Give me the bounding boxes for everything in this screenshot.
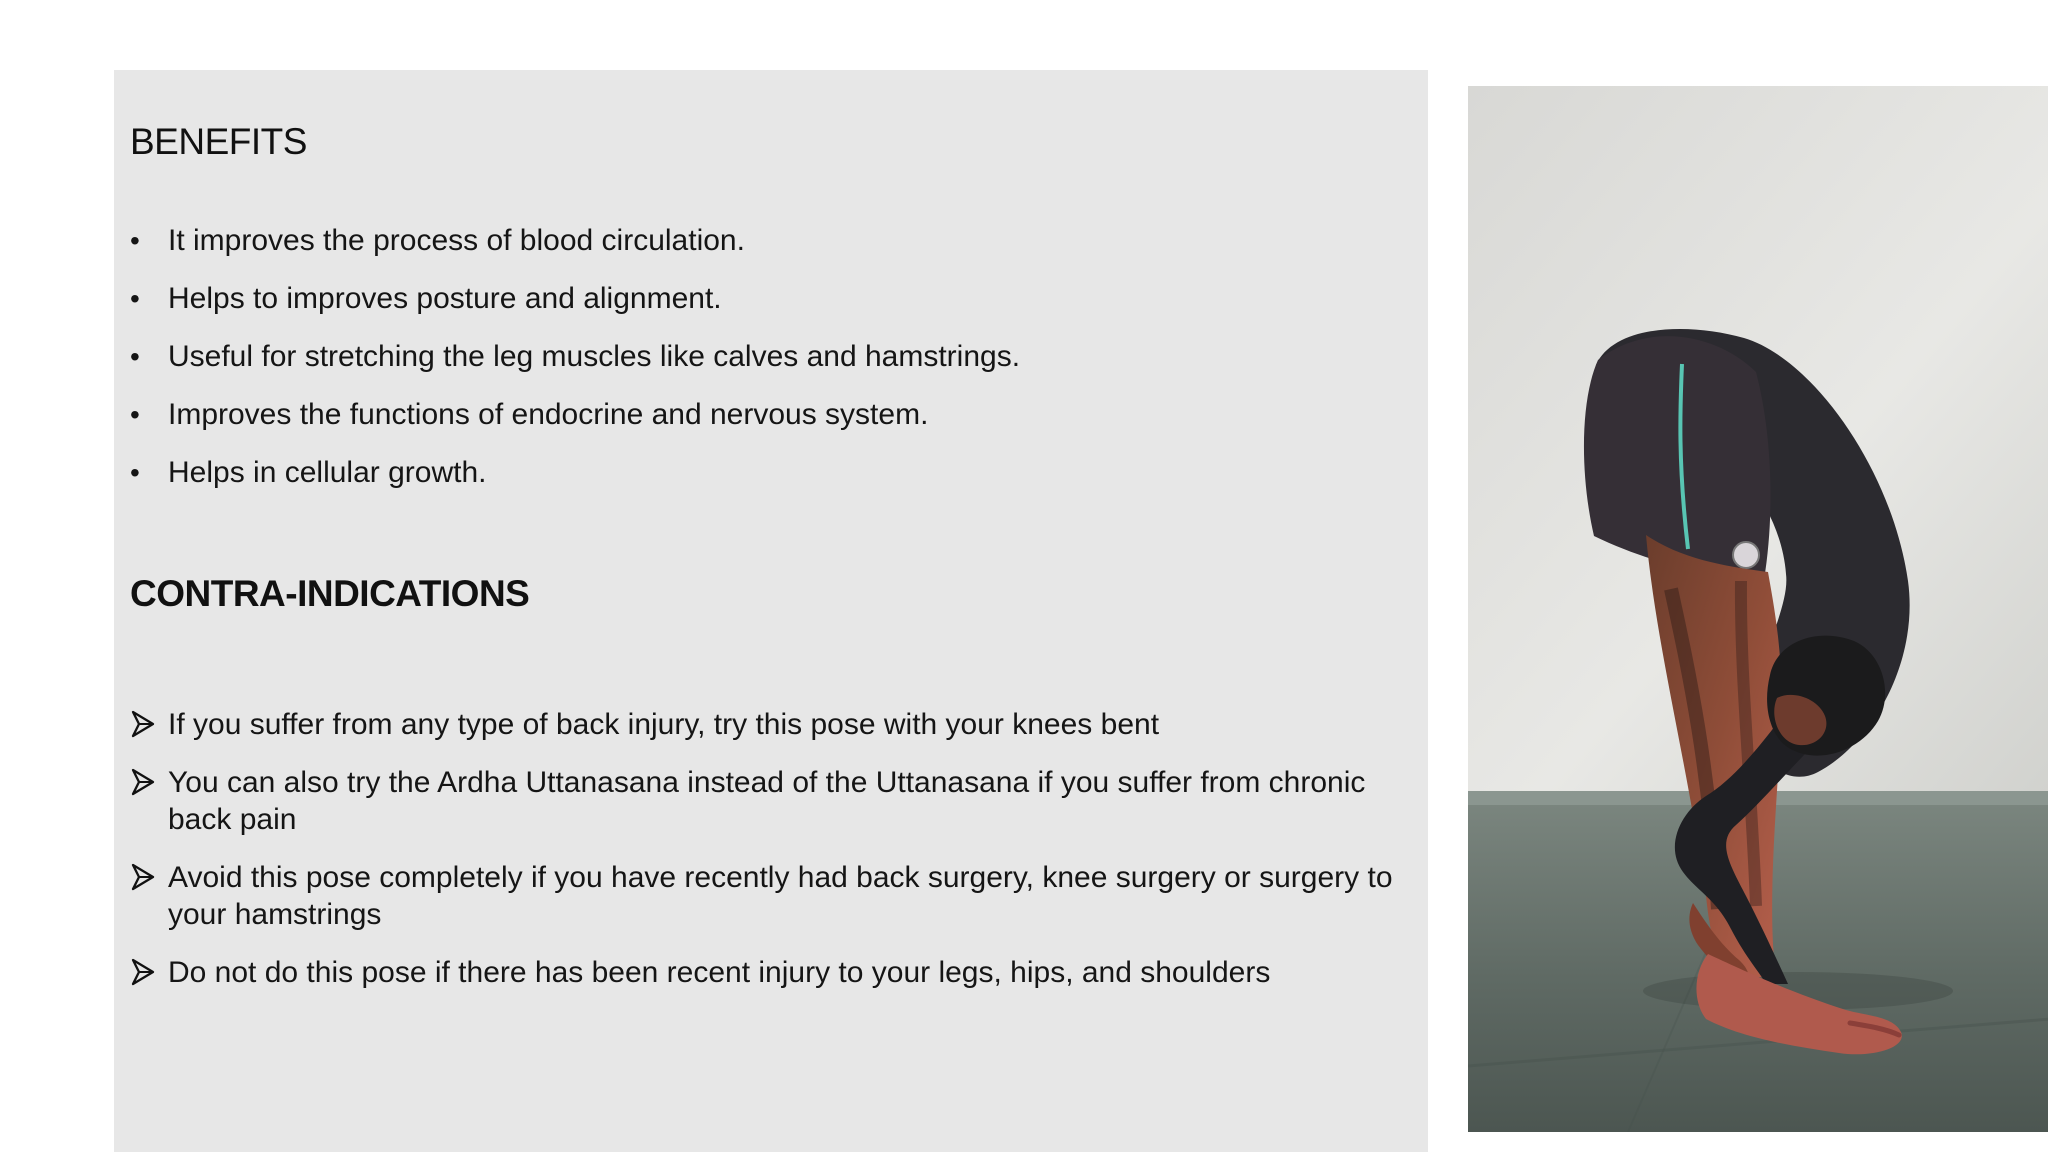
standing-forward-bend-photo (1468, 86, 2048, 1132)
benefit-text: Helps to improves posture and alignment. (168, 282, 722, 315)
benefit-item (130, 222, 1410, 259)
benefits-list (130, 222, 1410, 512)
benefit-item (130, 338, 1410, 375)
arrowhead-icon (130, 861, 156, 893)
benefit-item (130, 280, 1410, 317)
benefit-text: It improves the process of blood circulation. (168, 224, 745, 257)
shorts-logo (1733, 542, 1759, 568)
contra-indication-text: If you suffer from any type of back injury, try this pose with your knees bent (168, 708, 1160, 741)
benefit-text: Helps in cellular growth. (168, 456, 487, 489)
bullet-icon: • (130, 399, 140, 430)
contra-indication-item (130, 859, 1410, 933)
bullet-icon: • (130, 341, 140, 372)
bullet-icon: • (130, 457, 140, 488)
contra-indication-text: Do not do this pose if there has been recent injury to your legs, hips, and shoulders (168, 956, 1271, 989)
standing-forward-bend-illustration (1468, 86, 2048, 1132)
benefit-item (130, 396, 1410, 433)
bullet-icon: • (130, 283, 140, 314)
contra-indication-item (130, 706, 1410, 743)
text-panel (114, 70, 1428, 1152)
benefit-item (130, 454, 1410, 491)
bullet-icon: • (130, 225, 140, 256)
contra-indication-text: Avoid this pose completely if you have recently had back surgery, knee surgery or surgery to your hamstrings (168, 861, 1393, 931)
arrowhead-icon (130, 766, 156, 798)
arrowhead-icon (130, 956, 156, 988)
contra-indications-list (130, 706, 1410, 1012)
contra-indication-item (130, 764, 1410, 838)
contra-indications-heading: CONTRA-INDICATIONS (130, 573, 530, 614)
contra-indication-item (130, 954, 1410, 991)
arrowhead-icon (130, 708, 156, 740)
benefit-text: Improves the functions of endocrine and nervous system. (168, 398, 929, 431)
benefit-text: Useful for stretching the leg muscles like calves and hamstrings. (168, 340, 1021, 373)
benefits-heading: BENEFITS (130, 121, 307, 162)
contra-indication-text: You can also try the Ardha Uttanasana instead of the Uttanasana if you suffer from chronic back pain (168, 766, 1366, 836)
